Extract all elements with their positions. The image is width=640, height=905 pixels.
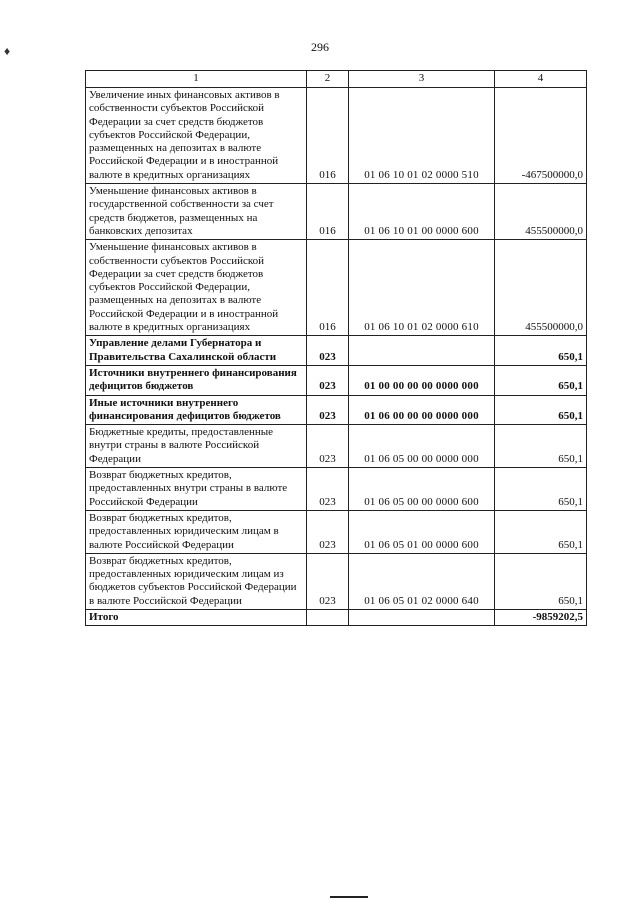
total-amount: -9859202,5 [495,609,587,625]
row-classifier-code: 01 06 10 01 02 0000 610 [349,240,495,336]
table-row [86,184,587,240]
row-amount: 650,1 [495,510,587,553]
row-classifier-code: 01 06 05 01 02 0000 640 [349,553,495,609]
row-amount: 650,1 [495,365,587,395]
row-org-code: 023 [307,468,349,511]
row-name: Иные источники внутреннего финансирования дефицитов бюджетов [86,395,307,425]
row-org-code: 023 [307,553,349,609]
row-name: Увеличение иных финансовых активов в собственности субъектов Российской Федерации за счет средств бюджетов субъектов Российской Федерации, размещенных на депозитах в валюте Российской Федерации и в иностранной валюте в кредитных организациях [86,88,307,184]
row-classifier-code: 01 06 00 00 00 0000 000 [349,395,495,425]
row-org-code: 023 [307,336,349,366]
row-classifier-code [349,336,495,366]
row-org-code: 016 [307,184,349,240]
row-org-code: 023 [307,365,349,395]
table-row [86,553,587,609]
table-row [86,240,587,336]
row-classifier-code: 01 00 00 00 00 0000 000 [349,365,495,395]
table-row [86,425,587,468]
row-name: Возврат бюджетных кредитов, предоставленных внутри страны в валюте Российской Федерации [86,468,307,511]
table-row [86,336,587,366]
row-org-code: 023 [307,395,349,425]
row-name: Бюджетные кредиты, предоставленные внутри страны в валюте Российской Федерации [86,425,307,468]
table-header-row [86,71,587,88]
budget-sources-table [85,70,587,626]
page-number: 296 [311,40,329,54]
scan-artifact-mark: ♦ [4,44,11,58]
row-name: Уменьшение финансовых активов в собственности субъектов Российской Федерации за счет средств бюджетов субъектов Российской Федерации, размещенных на депозитах в валюте Российской Федерации и в иностранной валюте в кредитных организациях [86,240,307,336]
row-org-code: 016 [307,88,349,184]
row-org-code: 023 [307,510,349,553]
row-amount: 455500000,0 [495,240,587,336]
row-name: Уменьшение финансовых активов в государственной собственности за счет средств бюджетов, размещенных на банковских депозитах [86,184,307,240]
table-row [86,88,587,184]
row-amount: 650,1 [495,553,587,609]
row-amount: 650,1 [495,468,587,511]
row-classifier-code: 01 06 10 01 02 0000 510 [349,88,495,184]
row-amount: 650,1 [495,395,587,425]
column-header-2: 2 [307,71,349,88]
row-org-code: 016 [307,240,349,336]
column-header-3: 3 [349,71,495,88]
row-amount: 455500000,0 [495,184,587,240]
column-header-4: 4 [495,71,587,88]
row-org-code: 023 [307,425,349,468]
row-classifier-code: 01 06 05 00 00 0000 000 [349,425,495,468]
row-amount: -467500000,0 [495,88,587,184]
row-amount: 650,1 [495,425,587,468]
row-classifier-code: 01 06 10 01 00 0000 600 [349,184,495,240]
row-name: Источники внутреннего финансирования дефицитов бюджетов [86,365,307,395]
row-name: Возврат бюджетных кредитов, предоставленных юридическим лицам из бюджетов субъектов Российской Федерации в валюте Российской Федерации [86,553,307,609]
row-classifier-code: 01 06 05 01 00 0000 600 [349,510,495,553]
row-amount: 650,1 [495,336,587,366]
column-header-1: 1 [86,71,307,88]
total-org-cell [307,609,349,625]
row-name: Возврат бюджетных кредитов, предоставленных юридическим лицам в валюте Российской Федерации [86,510,307,553]
total-row [86,609,587,625]
row-classifier-code: 01 06 05 00 00 0000 600 [349,468,495,511]
table-row [86,395,587,425]
total-code-cell [349,609,495,625]
total-label: Итого [86,609,307,625]
table-row [86,510,587,553]
table-body [86,88,587,610]
table-row [86,365,587,395]
bottom-scan-mark [330,896,368,898]
table-row [86,468,587,511]
row-name: Управление делами Губернатора и Правительства Сахалинской области [86,336,307,366]
